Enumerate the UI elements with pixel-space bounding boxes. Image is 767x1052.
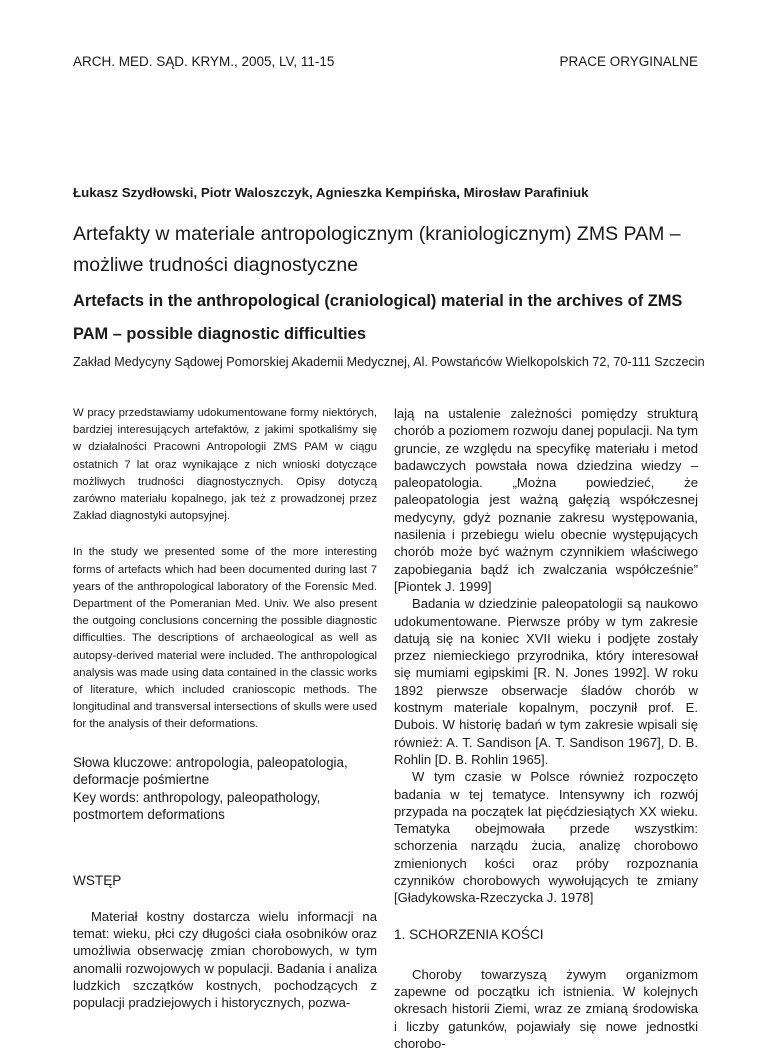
keywords-polish: Słowa kluczowe: antropologia, paleopatologia, deformacje pośmiertne bbox=[73, 754, 348, 788]
keywords-english: Key words: anthropology, paleopathology, postmortem deformations bbox=[73, 789, 321, 823]
abstract-english: In the study we presented some of the more interesting forms of artefacts which had been documented during last 7 years of the anthropological laboratory of the Forensic Med. Department of the Pomeranian Med. Univ. We also present the outgoing conclusions concerning the possible diagnostic difficulties. The descriptions of archaeological as well as autopsy-derived material were included. The anthropological analysis was made using data contained in the classic works of literature, which included cranioscopic methods. The longitudinal and transversal intersections of skulls were used for the analysis of their deformations. bbox=[73, 546, 377, 731]
right-column bbox=[394, 405, 698, 1052]
section-heading-intro: WSTĘP bbox=[73, 872, 122, 888]
journal-reference: ARCH. MED. SĄD. KRYM., 2005, LV, 11-15 bbox=[73, 54, 335, 69]
body-paragraph-1: lają na ustalenie zależności pomiędzy strukturą chorób a poziomem rozwoju danej populacji. Na tym gruncie, ze względu na specyfikę materiału i metod badawczych powstała nowa dziedzina wiedzy – paleopatologia. „Można powiedzieć, że paleopatologia jest ważną gałęzią współczesnej medycyny, gdyż poznanie zakresu występowania, nasilenia i przebiegu wielu obecnie występujących chorób może być ważnym czynnikiem właściwego zapobiegania bądź ich zwalczania współcześnie” [Piontek J. 1999] bbox=[394, 406, 698, 594]
keywords-block bbox=[73, 754, 377, 824]
title-polish: Artefakty w materiale antropologicznym (kraniologicznym) ZMS PAM – możliwe trudności diagnostyczne bbox=[73, 223, 681, 276]
article-type: PRACE ORYGINALNE bbox=[559, 54, 698, 69]
left-column bbox=[73, 405, 377, 1011]
abstract-polish: W pracy przedstawiamy udokumentowane formy niektórych, bardziej interesujących artefaktów, z jakimi spotkaliśmy się w działalności Pracowni Antropologii ZMS PAM w ciągu ostatnich 7 lat oraz wynikające z nich wnioski dotyczące możliwych trudności diagnostycznych. Opisy dotyczą zarówno materiału kopalnego, jak też z prowadzonej przez Zakład diagnostyki autopsyjnej. bbox=[73, 407, 377, 523]
section-heading-bone-diseases: 1. SCHORZENIA KOŚCI bbox=[394, 926, 544, 942]
authors: Łukasz Szydłowski, Piotr Waloszczyk, Agnieszka Kempińska, Mirosław Parafiniuk bbox=[73, 185, 589, 200]
title-english: Artefacts in the anthropological (craniological) material in the archives of ZMS PAM – possible diagnostic difficulties bbox=[73, 292, 683, 343]
affiliation: Zakład Medycyny Sądowej Pomorskiej Akademii Medycznej, Al. Powstańców Wielkopolskich 72, 70-111 Szczecin bbox=[73, 355, 705, 369]
body-paragraph-3: W tym czasie w Polsce również rozpoczęto badania w tej tematyce. Intensywny ich rozwój przypada na początek lat pięćdziesiątych XX wieku. Tematyka obejmowała przede wszystkim: schorzenia narządu żucia, analizę chorobowo zmienionych kości oraz próby rozpoznania czynników chorobowych wywołujących te zmiany [Gładykowska-Rzeczycka J. 1978] bbox=[394, 769, 698, 906]
body-paragraph-2: Badania w dziedzinie paleopatologii są naukowo udokumentowane. Pierwsze próby w tym zakresie datują się na koniec XVII wieku i podjęte zostały przez niemieckiego przyrodnika, który interesował się mumiami egipskimi [R. N. Jones 1992]. W roku 1892 pierwsze obserwacje śladów chorób w kostnym materiale kopalnym, poczynił prof. E. Dubois. W historię badań w tym zakresie wpisali się również: A. T. Sandison [A. T. Sandison 1967], D. B. Rohlin [D. B. Rohlin 1965]. bbox=[394, 596, 698, 767]
body-paragraph-4: Choroby towarzyszą żywym organizmom zapewne od początku ich istnienia. W kolejnych okresach historii Ziemi, wraz ze zmianą środowiska i liczby gatunków, pojawiały się nowe jednostki chorobo- bbox=[394, 966, 698, 1051]
intro-paragraph: Materiał kostny dostarcza wielu informacji na temat: wieku, płci czy długości ciała osobników oraz umożliwia obserwację zmian chorobowych, w tym anomalii rozwojowych w populacji. Badania i analiza ludzkich szczątków kostnych, pochodzących z populacji pradziejowych i historycznych, pozwa- bbox=[73, 908, 377, 1011]
